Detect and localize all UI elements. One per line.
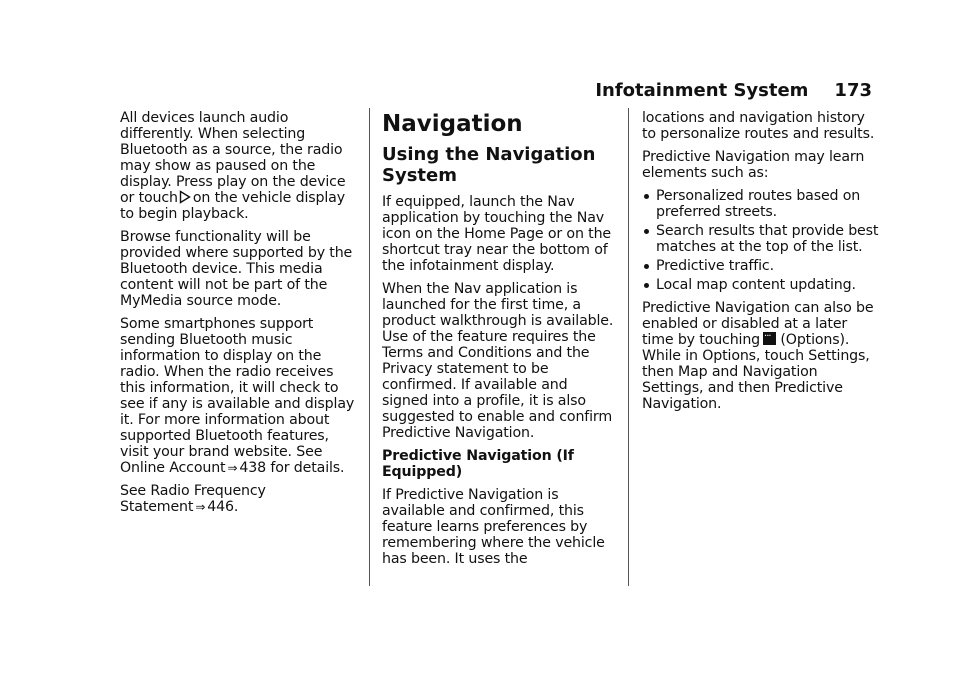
page-number: 173 xyxy=(834,80,872,101)
page-reference-icon: ⇒ xyxy=(227,461,238,475)
paragraph: If equipped, launch the Nav application by touching the Nav icon on the Home Page or on the shortcut tray near the bottom of the infotainment display. xyxy=(382,194,612,274)
paragraph: Predictive Navigation may learn elements such as: xyxy=(642,149,865,181)
page-reference-icon: ⇒ xyxy=(195,500,206,514)
paragraph: When the Nav application is launched for the first time, a product walkthrough is available. Use of the feature requires the Terms and Conditions and the Privacy statement to be confirmed. If available and signed into a profile, it is also suggested to enable and confirm Predictive Navigation. xyxy=(382,281,614,441)
paragraph: Some smartphones support sending Bluetooth music information to display on the radio. When the radio receives this information, it will check to see if any is available and display it. For more information about supported Bluetooth features, visit your brand website. See Online Account ⇒ 438 for details. xyxy=(120,316,355,476)
list-item: Local map content updating. xyxy=(642,277,882,293)
paragraph: All devices launch audio differently. When selecting Bluetooth as a source, the radio may show as paused on the display. Press play on the device or touch on the vehicle display to begin playback. xyxy=(120,110,346,222)
column-divider xyxy=(369,108,370,586)
options-icon xyxy=(763,332,776,345)
subsection-heading: Using the Navigation System xyxy=(382,144,596,186)
paragraph: See Radio Frequency Statement ⇒ 446. xyxy=(120,483,266,515)
bullet-list xyxy=(642,188,882,293)
section-heading: Navigation xyxy=(382,111,523,137)
paragraph: locations and navigation history to personalize routes and results. xyxy=(642,110,875,142)
play-icon xyxy=(179,190,191,204)
list-item: Search results that provide best matches at the top of the list. xyxy=(642,223,882,255)
paragraph: Browse functionality will be provided where supported by the Bluetooth device. This media content will not be part of the MyMedia source mode. xyxy=(120,229,353,309)
column-3 xyxy=(642,110,882,419)
list-item: Personalized routes based on preferred streets. xyxy=(642,188,882,220)
list-item: Predictive traffic. xyxy=(642,258,882,274)
page-link[interactable]: 446 xyxy=(207,499,234,515)
page-link[interactable]: 438 xyxy=(239,460,267,476)
running-header xyxy=(595,80,872,101)
paragraph: If Predictive Navigation is available and confirmed, this feature learns preferences by remembering where the vehicle has been. It uses the xyxy=(382,487,605,567)
column-1 xyxy=(120,110,360,522)
paragraph: Predictive Navigation can also be enabled or disabled at a later time by touching··· (Options). While in Options, touch Settings, then Map and Navigation Settings, and then Predictive Navigation. xyxy=(642,300,882,412)
column-2 xyxy=(382,110,614,574)
subheading: Predictive Navigation (If Equipped) xyxy=(382,448,574,480)
column-divider xyxy=(628,108,629,586)
section-title: Infotainment System xyxy=(595,80,809,101)
